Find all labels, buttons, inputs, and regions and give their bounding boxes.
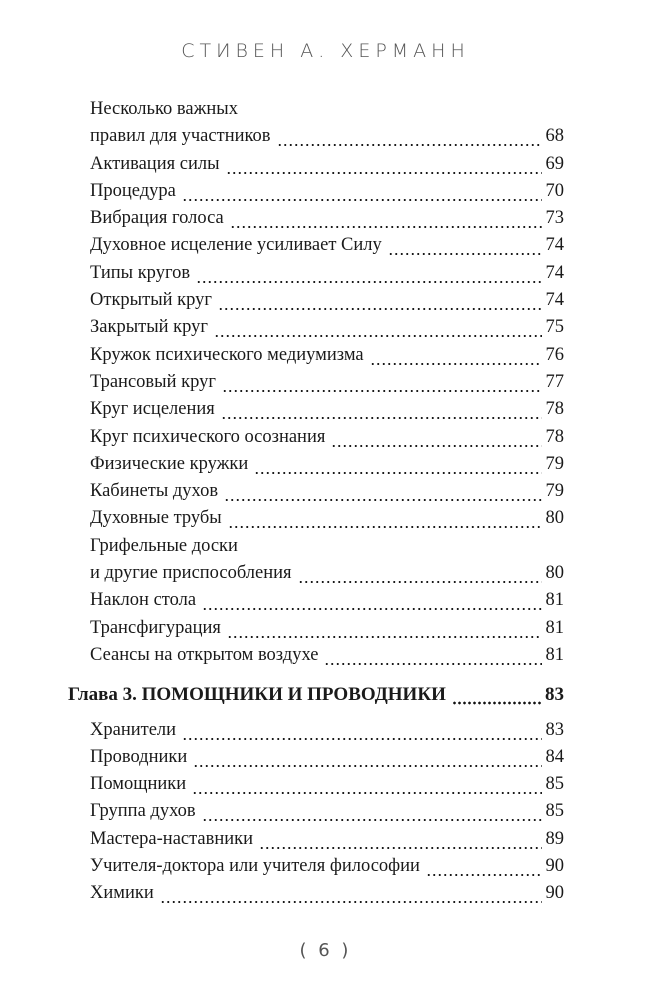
toc-entry xyxy=(0,717,651,744)
toc-entry xyxy=(0,771,651,798)
toc-entry xyxy=(0,178,651,205)
dot-leader xyxy=(192,771,541,798)
toc-entry-title: Активация силы xyxy=(90,153,220,174)
toc-entry xyxy=(0,587,651,614)
page-number: ( 6 ) xyxy=(299,940,352,961)
dot-leader xyxy=(226,151,542,178)
toc-entry xyxy=(0,205,651,232)
toc-entry-title: Сеансы на открытом воздухе xyxy=(90,644,319,665)
chapter-page: 83 xyxy=(545,684,564,706)
toc-entry xyxy=(0,642,651,669)
dot-leader xyxy=(452,681,541,708)
toc-entry-title: и другие приспособления xyxy=(90,563,292,584)
dot-leader xyxy=(227,615,542,642)
toc-entry xyxy=(0,615,651,642)
toc-entry-title: Проводники xyxy=(90,746,188,767)
dot-leader xyxy=(224,478,541,505)
toc-entry-title: Хранители xyxy=(90,719,177,740)
toc-entry-page: 84 xyxy=(545,746,564,767)
toc-entry-page: 73 xyxy=(545,208,564,229)
toc-entry-page: 68 xyxy=(545,126,564,147)
toc-entry xyxy=(0,260,651,287)
toc-entry-title: Круг исцеления xyxy=(90,399,215,420)
dot-leader xyxy=(331,424,541,451)
dot-leader xyxy=(221,396,542,423)
table-of-contents xyxy=(0,96,651,908)
toc-entry-page: 89 xyxy=(545,828,564,849)
toc-entry-title: Наклон стола xyxy=(90,590,197,611)
toc-entry-page: 90 xyxy=(545,883,564,904)
toc-entry-page: 81 xyxy=(545,617,564,638)
toc-entry-title: Помощники xyxy=(90,774,187,795)
toc-entry-title: Кабинеты духов xyxy=(90,481,219,502)
toc-entry xyxy=(0,451,651,478)
dot-leader xyxy=(298,560,542,587)
toc-entry xyxy=(0,798,651,825)
toc-entry-title: Физические кружки xyxy=(90,453,249,474)
toc-entry-page: 79 xyxy=(545,481,564,502)
toc-entry xyxy=(0,478,651,505)
toc-entry-title: Учителя-доктора или учителя философии xyxy=(90,856,420,877)
toc-entry-title: Открытый круг xyxy=(90,290,212,311)
running-header: СТИВЕН А. ХЕРМАНН xyxy=(181,40,470,62)
toc-entry-page: 85 xyxy=(545,774,564,795)
toc-entry xyxy=(0,96,651,123)
dot-leader xyxy=(222,369,542,396)
dot-leader xyxy=(370,342,542,369)
dot-leader xyxy=(388,232,542,259)
toc-entry-title: Закрытый круг xyxy=(90,317,209,338)
toc-entry-page: 81 xyxy=(545,644,564,665)
toc-entry-title: Трансовый круг xyxy=(90,371,216,392)
toc-entry xyxy=(0,232,651,259)
toc-entry xyxy=(0,151,651,178)
toc-entry-page: 78 xyxy=(545,426,564,447)
toc-entry xyxy=(0,744,651,771)
dot-leader xyxy=(254,451,541,478)
toc-entry-page: 85 xyxy=(545,801,564,822)
toc-entry xyxy=(0,826,651,853)
dot-leader xyxy=(160,880,542,907)
toc-entry-page: 74 xyxy=(545,290,564,311)
toc-entry xyxy=(0,287,651,314)
toc-entry-title: Несколько важных xyxy=(90,99,238,119)
toc-entry-page: 80 xyxy=(545,508,564,529)
toc-entry xyxy=(0,424,651,451)
toc-entry xyxy=(0,533,651,560)
dot-leader xyxy=(202,798,542,825)
toc-entry-title: Мастера-наставники xyxy=(90,828,254,849)
dot-leader xyxy=(228,505,542,532)
toc-entry-title: Типы кругов xyxy=(90,262,191,283)
dot-leader xyxy=(193,744,541,771)
toc-entry-page: 81 xyxy=(545,590,564,611)
dot-leader xyxy=(196,260,541,287)
toc-entry-title: Группа духов xyxy=(90,801,196,822)
dot-leader xyxy=(182,717,541,744)
toc-entry xyxy=(0,123,651,150)
dot-leader xyxy=(202,587,541,614)
toc-entry-page: 78 xyxy=(545,399,564,420)
toc-entry xyxy=(0,853,651,880)
toc-entry-title: Процедура xyxy=(90,180,176,201)
toc-entry-page: 83 xyxy=(545,719,564,740)
dot-leader xyxy=(426,853,542,880)
toc-entry-title: Духовные трубы xyxy=(90,508,222,529)
dot-leader xyxy=(182,178,542,205)
toc-entry xyxy=(0,560,651,587)
dot-leader xyxy=(259,826,541,853)
toc-entry-page: 74 xyxy=(545,235,564,256)
toc-entry-title: Вибрация голоса xyxy=(90,208,224,229)
toc-entry-page: 77 xyxy=(545,371,564,392)
toc-entry-title: Круг психического осознания xyxy=(90,426,326,447)
toc-entry-page: 76 xyxy=(545,344,564,365)
dot-leader xyxy=(230,205,542,232)
toc-entry-title: Трансфигурация xyxy=(90,617,221,638)
toc-entry-title: Духовное исцеление усиливает Силу xyxy=(90,235,382,256)
toc-entry-title: Химики xyxy=(90,883,154,904)
toc-entry-page: 74 xyxy=(545,262,564,283)
dot-leader xyxy=(277,123,542,150)
toc-entry xyxy=(0,880,651,907)
toc-entry-page: 70 xyxy=(545,180,564,201)
toc-entry-page: 80 xyxy=(545,563,564,584)
toc-entry xyxy=(0,369,651,396)
dot-leader xyxy=(214,314,541,341)
dot-leader xyxy=(324,642,541,669)
toc-chapter-heading xyxy=(0,681,651,708)
toc-entry xyxy=(0,342,651,369)
dot-leader xyxy=(218,287,542,314)
toc-entry-title: правил для участников xyxy=(90,126,271,147)
toc-entry-title: Кружок психического медиумизма xyxy=(90,344,364,365)
toc-entry xyxy=(0,505,651,532)
toc-entry-page: 75 xyxy=(545,317,564,338)
toc-entry-page: 90 xyxy=(545,856,564,877)
toc-entry-page: 69 xyxy=(545,153,564,174)
toc-entry-title: Грифельные доски xyxy=(90,535,238,556)
toc-entry xyxy=(0,314,651,341)
toc-entry-page: 79 xyxy=(545,453,564,474)
toc-entry xyxy=(0,396,651,423)
chapter-title: Глава 3. ПОМОЩНИКИ И ПРОВОДНИКИ xyxy=(68,684,446,706)
